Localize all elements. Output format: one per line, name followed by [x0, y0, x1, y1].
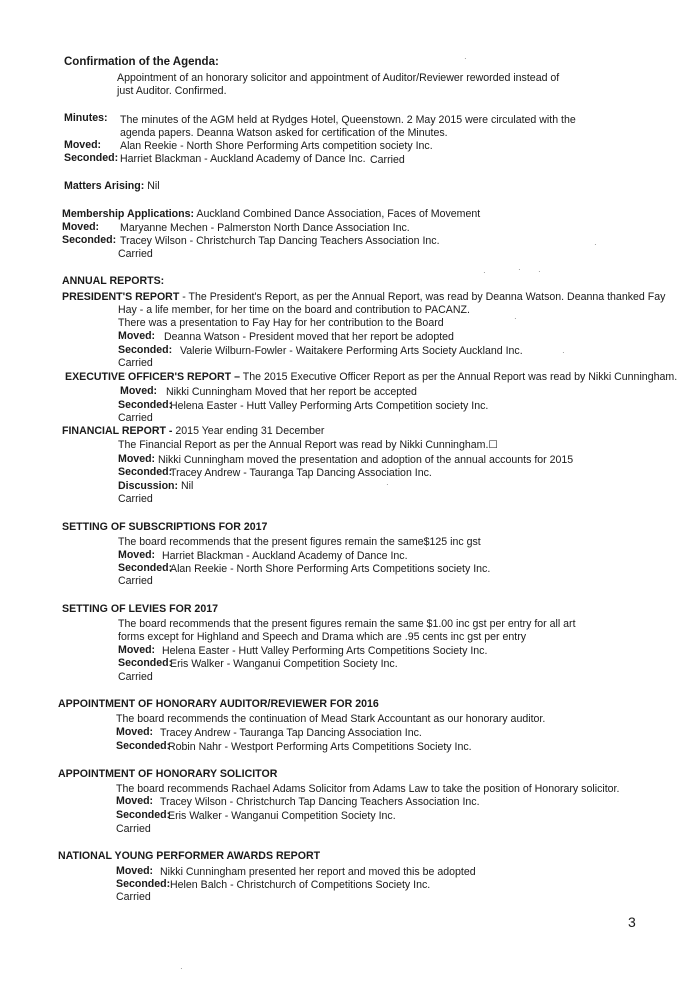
seconded-label: Seconded:: [116, 740, 171, 752]
discussion-line: [118, 480, 193, 493]
membership-label: Membership Applications:: [62, 208, 195, 220]
seconded-label: Seconded:: [64, 152, 119, 164]
discussion-text: Nil: [181, 480, 194, 492]
moved-text: Nikki Cunningham Moved that her report be accepted: [166, 386, 417, 398]
moved-label: Moved:: [64, 139, 102, 151]
matters-arising: [64, 180, 160, 193]
scan-speck: ·: [386, 480, 389, 489]
financial-report-text: 2015 Year ending 31 December: [172, 425, 325, 437]
carried-text: Carried: [118, 357, 153, 369]
seconded-label: Seconded:: [118, 399, 173, 411]
seconded-text: Tracey Andrew - Tauranga Tap Dancing Association Inc.: [170, 467, 432, 479]
moved-label: Moved:: [62, 221, 100, 233]
carried-text: Carried: [116, 823, 151, 835]
page-number: 3: [628, 914, 636, 930]
scan-speck: ·: [538, 267, 541, 276]
seconded-label: Seconded:: [118, 344, 173, 356]
president-report-line: There was a presentation to Fay Hay for her contribution to the Board: [118, 317, 444, 329]
matters-arising-label: Matters Arising:: [64, 180, 145, 192]
carried-text: Carried: [118, 671, 153, 683]
carried-text: Carried: [118, 248, 153, 260]
moved-text: Nikki Cunningham presented her report and moved this be adopted: [160, 866, 476, 878]
president-report-line: [62, 291, 665, 304]
moved-label: Moved:: [120, 385, 158, 397]
auditor-heading: APPOINTMENT OF HONORARY AUDITOR/REVIEWER FOR 2016: [58, 698, 379, 710]
moved-label: Moved:: [118, 549, 156, 561]
moved-text: Alan Reekie - North Shore Performing Arts competition society Inc.: [120, 140, 433, 152]
scan-speck: ·: [518, 265, 521, 274]
scan-speck: ·: [562, 348, 565, 357]
subscriptions-heading: SETTING OF SUBSCRIPTIONS FOR 2017: [62, 521, 268, 533]
minutes-line: agenda papers. Deanna Watson asked for certification of the Minutes.: [120, 127, 448, 139]
agenda-heading: Confirmation of the Agenda:: [64, 56, 219, 68]
levies-line: The board recommends that the present figures remain the same $1.00 inc gst per entry for all art: [118, 618, 576, 630]
seconded-text: Robin Nahr - Westport Performing Arts Competitions Society Inc.: [168, 741, 472, 753]
annual-reports-heading: ANNUAL REPORTS:: [62, 275, 165, 287]
moved-label: Moved:: [116, 726, 154, 738]
minutes-line: The minutes of the AGM held at Rydges Hotel, Queenstown. 2 May 2015 were circulated with the: [120, 114, 576, 126]
seconded-text: Alan Reekie - North Shore Performing Arts Competitions society Inc.: [170, 563, 491, 575]
seconded-label: Seconded:: [62, 234, 117, 246]
scan-speck: ·: [464, 54, 467, 63]
carried-text: Carried: [116, 891, 151, 903]
auditor-line: The board recommends the continuation of Mead Stark Accountant as our honorary auditor.: [116, 713, 546, 725]
minutes-label: Minutes:: [64, 112, 108, 124]
scan-speck: ·: [180, 964, 183, 973]
seconded-text: Valerie Wilburn-Fowler - Waitakere Performing Arts Society Auckland Inc.: [180, 345, 523, 357]
moved-label: Moved:: [118, 644, 156, 656]
moved-text: Harriet Blackman - Auckland Academy of Dance Inc.: [162, 550, 408, 562]
executive-report-label: EXECUTIVE OFFICER'S REPORT –: [65, 371, 240, 383]
moved-text: Helena Easter - Hutt Valley Performing Arts Competitions Society Inc.: [162, 645, 488, 657]
moved-text: Deanna Watson - President moved that her report be adopted: [164, 331, 454, 343]
executive-report-text: The 2015 Executive Officer Report as per the Annual Report was read by Nikki Cunningham.: [240, 371, 678, 383]
moved-text: Tracey Andrew - Tauranga Tap Dancing Association Inc.: [160, 727, 422, 739]
moved-label: Moved:: [118, 330, 156, 342]
scan-speck: ·: [594, 240, 597, 249]
nypa-heading: NATIONAL YOUNG PERFORMER AWARDS REPORT: [58, 850, 321, 862]
seconded-text: Helen Balch - Christchurch of Competitions Society Inc.: [170, 879, 431, 891]
carried-text: Carried: [370, 154, 405, 166]
levies-heading: SETTING OF LEVIES FOR 2017: [62, 603, 218, 615]
seconded-text: Eris Walker - Wanganui Competition Society Inc.: [170, 658, 398, 670]
seconded-text: Helena Easter - Hutt Valley Performing Arts Competition society Inc.: [170, 400, 489, 412]
moved-label: Moved:: [116, 795, 154, 807]
seconded-label: Seconded:: [116, 878, 171, 890]
solicitor-line: The board recommends Rachael Adams Solicitor from Adams Law to take the position of Honorary solicitor.: [116, 783, 620, 795]
carried-text: Carried: [118, 493, 153, 505]
membership-text: Auckland Combined Dance Association, Faces of Movement: [196, 208, 481, 220]
moved-text: Maryanne Mechen - Palmerston North Dance Association Inc.: [120, 222, 410, 234]
carried-text: Carried: [118, 412, 153, 424]
seconded-text: Eris Walker - Wanganui Competition Society Inc.: [168, 810, 396, 822]
president-report-label: PRESIDENT'S REPORT: [62, 291, 180, 303]
carried-text: Carried: [118, 575, 153, 587]
agenda-line: just Auditor. Confirmed.: [117, 85, 227, 97]
scan-speck: ·: [483, 268, 486, 277]
executive-report-line: [65, 371, 677, 384]
president-report-text: - The President's Report, as per the Annual Report, was read by Deanna Watson. Deanna thanked Fay: [179, 291, 666, 303]
financial-report-line: [62, 425, 324, 438]
scan-speck: ·: [514, 314, 517, 323]
seconded-label: Seconded:: [118, 466, 173, 478]
seconded-text: Harriet Blackman - Auckland Academy of Dance Inc.: [120, 153, 366, 165]
moved-label: Moved:: [118, 453, 156, 465]
matters-arising-text: Nil: [147, 180, 160, 192]
seconded-label: Seconded:: [118, 657, 173, 669]
subscriptions-line: The board recommends that the present figures remain the same$125 inc gst: [118, 536, 481, 548]
membership-applications: [62, 208, 480, 221]
moved-text: Tracey Wilson - Christchurch Tap Dancing Teachers Association Inc.: [160, 796, 480, 808]
financial-report-label: FINANCIAL REPORT -: [62, 425, 173, 437]
discussion-label: Discussion:: [118, 480, 179, 492]
seconded-label: Seconded:: [118, 562, 173, 574]
levies-line: forms except for Highland and Speech and Drama which are .95 cents inc gst per entry: [118, 631, 527, 643]
financial-report-line: The Financial Report as per the Annual Report was read by Nikki Cunningham.☐: [118, 439, 498, 451]
solicitor-heading: APPOINTMENT OF HONORARY SOLICITOR: [58, 768, 278, 780]
moved-text: Nikki Cunningham moved the presentation and adoption of the annual accounts for 2015: [158, 454, 574, 466]
seconded-text: Tracey Wilson - Christchurch Tap Dancing Teachers Association Inc.: [120, 235, 440, 247]
seconded-label: Seconded:: [116, 809, 171, 821]
agenda-line: Appointment of an honorary solicitor and appointment of Auditor/Reviewer reworded instead of: [117, 72, 560, 84]
president-report-line: Hay - a life member, for her time on the board and contribution to PACANZ.: [118, 304, 470, 316]
moved-label: Moved:: [116, 865, 154, 877]
